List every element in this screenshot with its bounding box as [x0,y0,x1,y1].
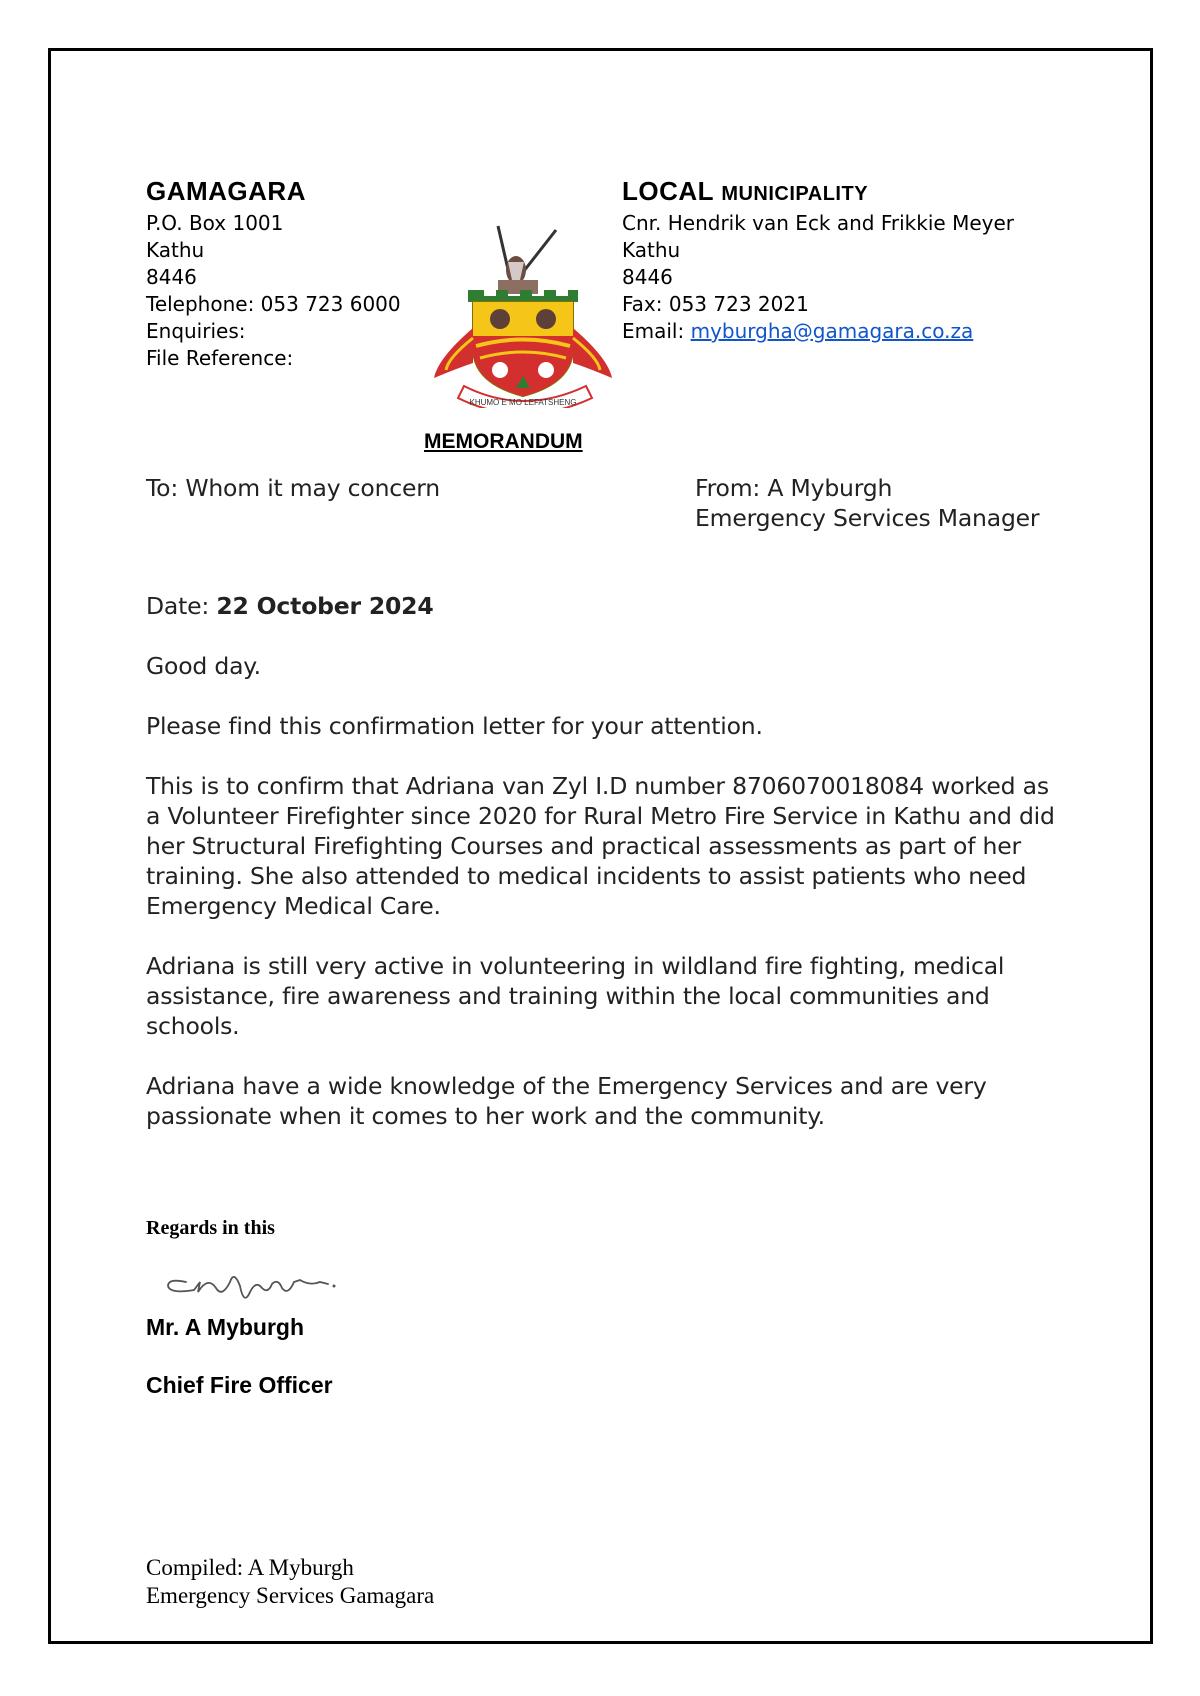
address-line: P.O. Box 1001 [146,211,284,235]
compiled-department: Emergency Services Gamagara [146,1583,435,1608]
crest-icon [428,218,618,408]
street-address [622,210,1014,345]
file-reference-line: File Reference: [146,346,294,370]
address-line: Kathu [146,238,205,262]
date-label: Date: [146,592,210,620]
date-value: 22 October 2024 [216,592,434,620]
address-line: 8446 [622,265,673,289]
memo-from-name: From: A Myburgh [695,474,893,502]
paragraph: Adriana is still very active in volunteering in wildland fire fighting, medical assistance, fire awareness and training within the local communities and schools. [146,952,1005,1040]
postal-address [146,210,401,372]
paragraph: Adriana have a wide knowledge of the Emergency Services and are very passionate when it comes to her work and the community. [146,1072,987,1130]
compiled-footer [146,1554,434,1610]
brand-municipality: MUNICIPALITY [721,183,869,205]
email-label: Email: [622,319,685,343]
regards-text: Regards in this [146,1217,275,1239]
email-link[interactable]: myburgha@gamagara.co.za [690,319,974,343]
enquiries-line: Enquiries: [146,319,246,343]
municipality-name-right [622,176,868,207]
email-line [622,318,1014,345]
municipal-crest [428,218,618,408]
municipality-name-left: GAMAGARA [146,176,306,206]
greeting: Good day. [146,652,261,680]
paragraph: Please find this confirmation letter for your attention. [146,712,763,740]
memo-from-role: Emergency Services Manager [695,504,1040,532]
address-line: Kathu [622,238,681,262]
address-line: 8446 [146,265,197,289]
memo-title: MEMORANDUM [424,430,583,453]
paragraph: This is to confirm that Adriana van Zyl I.D number 8706070018084 worked as a Volunteer Firefighter since 2020 for Rural Metro Fire Service in Kathu and did her Structural Firefighting Courses and practical assessments as part of her training. She also attended to medical incidents to assist patients who need Emergency Medical Care. [146,772,1055,920]
compiled-by: Compiled: A Myburgh [146,1555,354,1580]
crest-motto: KHUMO E MO LEFATSHENG [469,398,577,407]
signature [160,1262,360,1308]
signatory-name: Mr. A Myburgh [146,1314,305,1340]
telephone-line: Telephone: 053 723 6000 [146,292,401,316]
brand-local: LOCAL [622,176,714,206]
fax-line: Fax: 053 723 2021 [622,292,809,316]
memo-to: To: Whom it may concern [146,474,440,502]
memo-from [695,473,1039,533]
signature-icon [160,1262,360,1308]
memo-date [146,591,433,621]
address-line: Cnr. Hendrik van Eck and Frikkie Meyer [622,211,1014,235]
signatory-title: Chief Fire Officer [146,1372,333,1398]
